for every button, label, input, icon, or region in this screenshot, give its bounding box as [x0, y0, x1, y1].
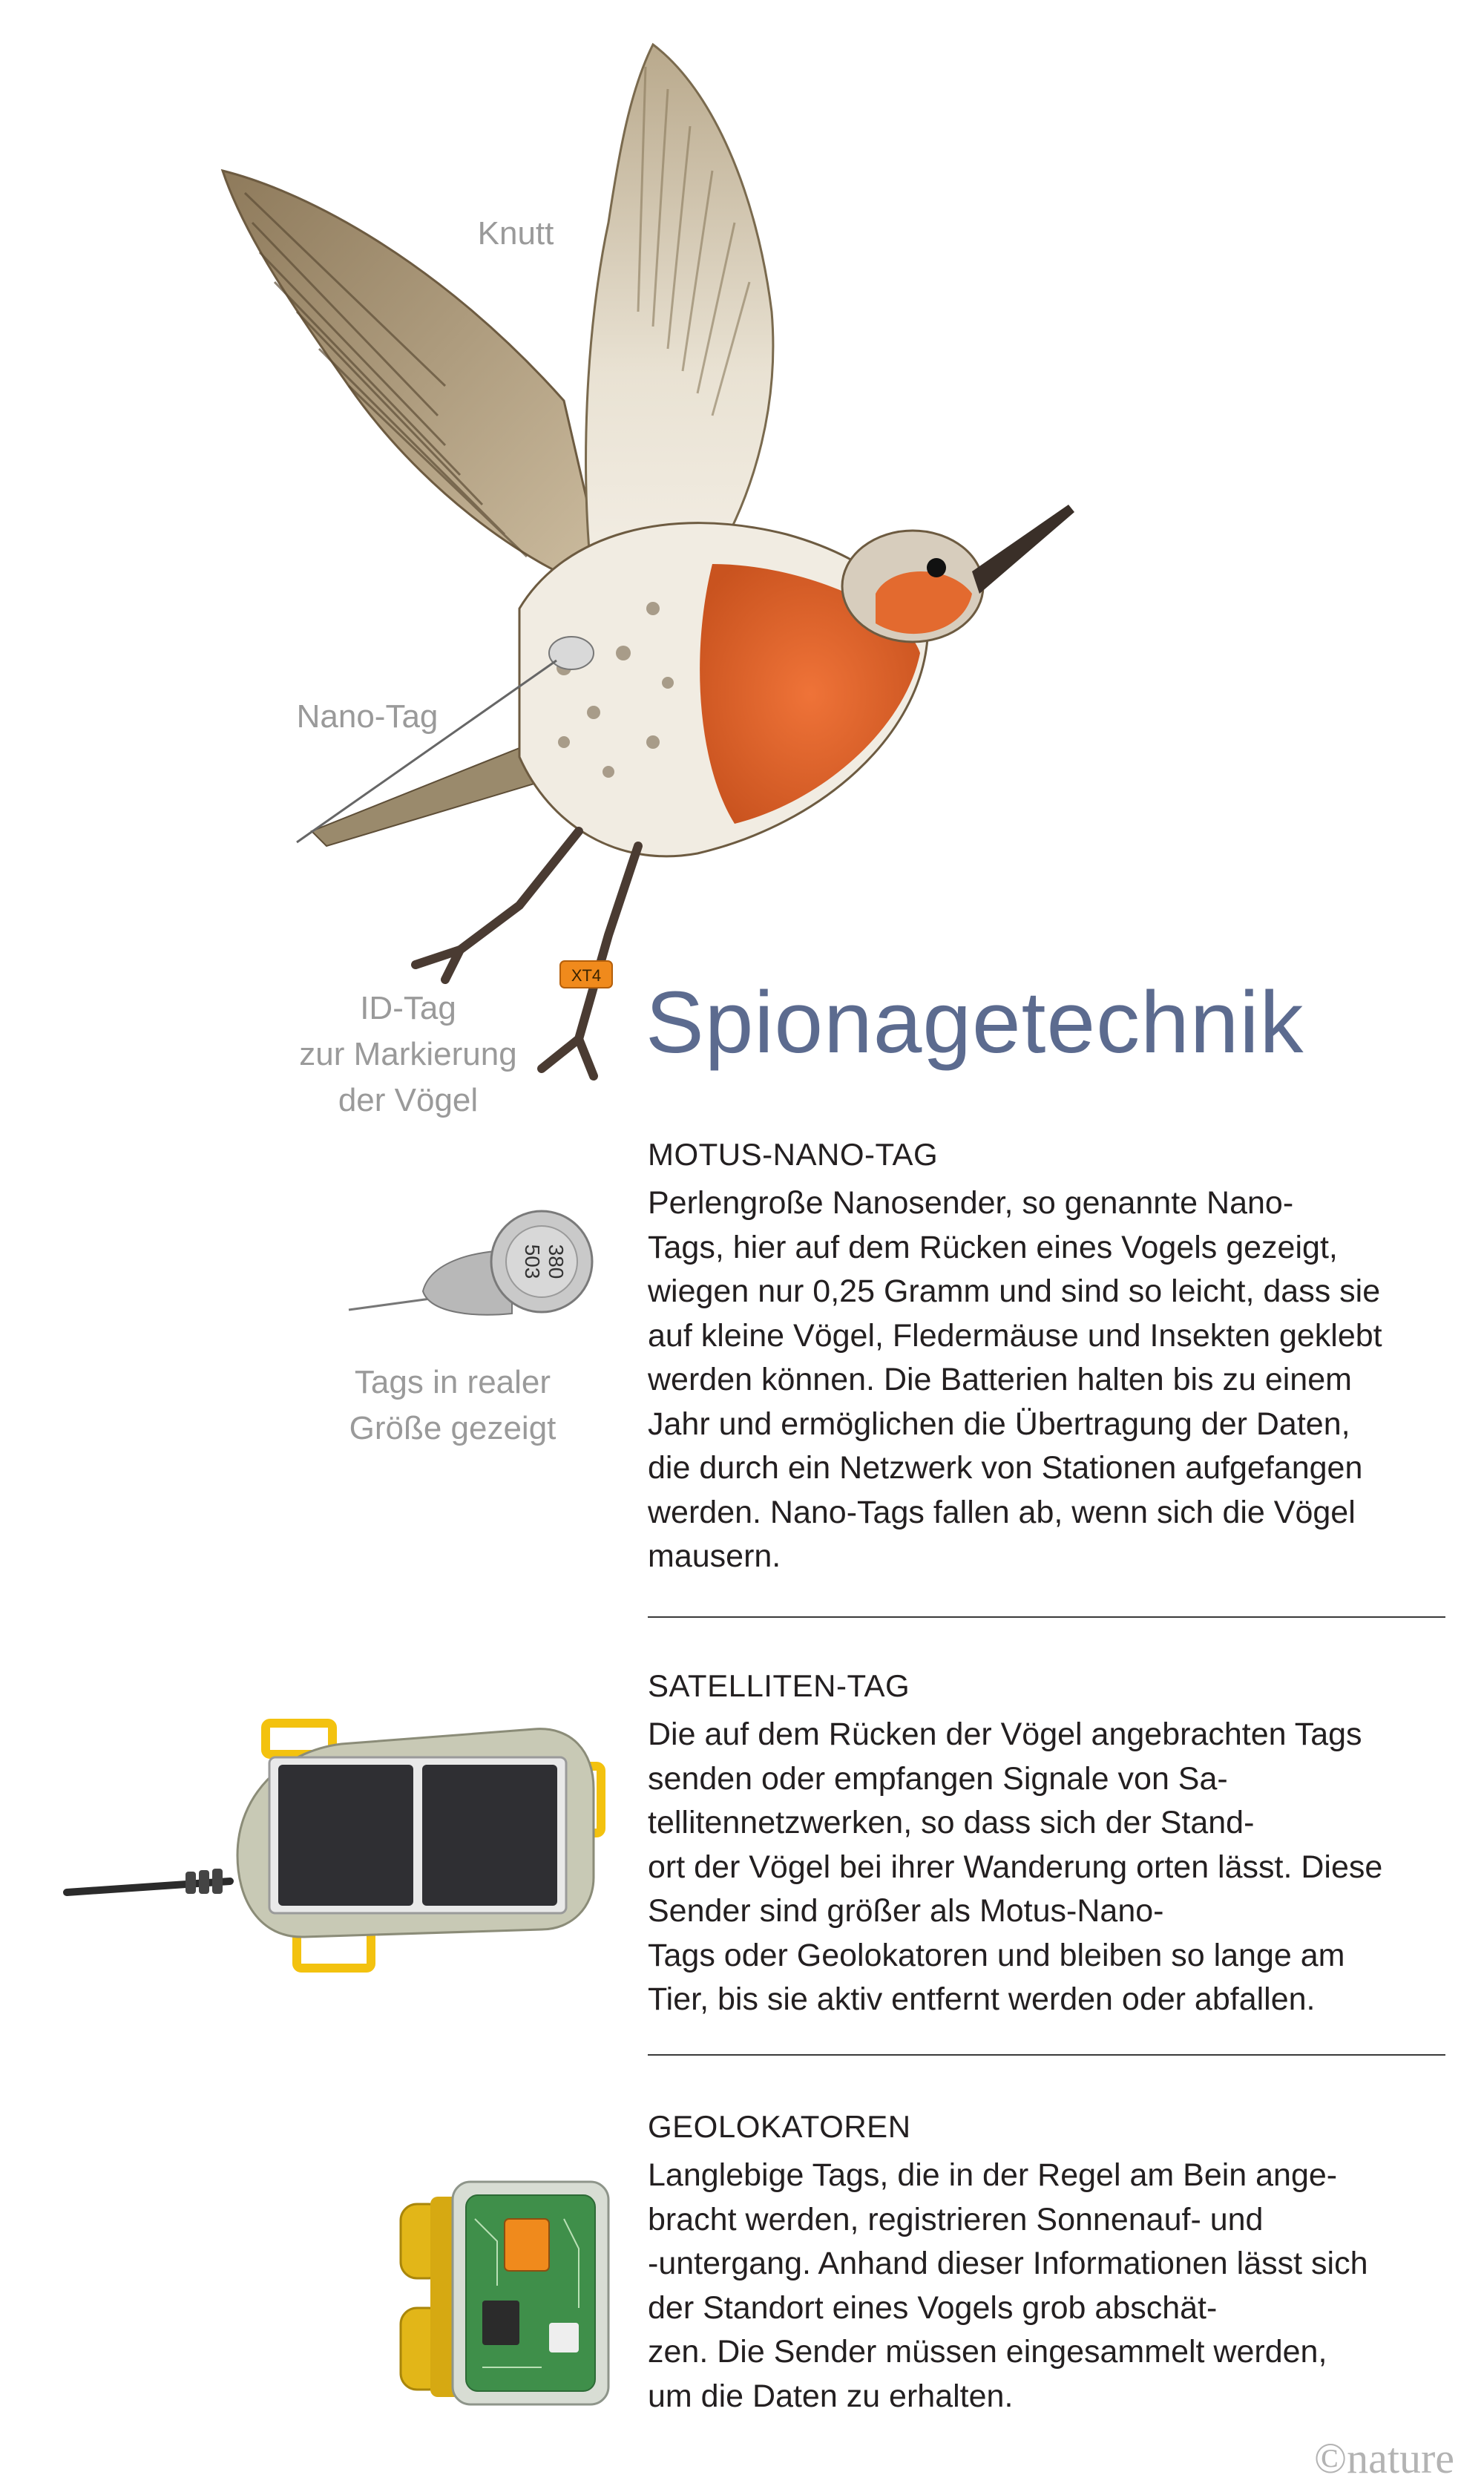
text-line: Tier, bis sie aktiv entfernt werden oder abfallen.: [648, 1981, 1316, 2017]
bird-label: Knutt: [477, 215, 554, 252]
nano-tag-code-1: 380: [545, 1244, 568, 1279]
text-line: mausern.: [648, 1538, 781, 1574]
section-divider: [648, 2054, 1445, 2056]
id-tag-label-line3: der Vögel: [338, 1082, 479, 1118]
real-size-note-line1: Tags in realer: [354, 1364, 551, 1400]
section-heading: SATELLITEN-TAG: [648, 1668, 910, 1703]
text-line: werden können. Die Batterien halten bis zu einem: [648, 1362, 1352, 1397]
geolocator-illustration: [393, 2174, 631, 2419]
text-line: zen. Die Sender müssen eingesammelt werden,: [648, 2334, 1327, 2370]
text-line: werden. Nano-Tags fallen ab, wenn sich die Vögel: [648, 1494, 1356, 1530]
section-heading: MOTUS-NANO-TAG: [648, 1137, 939, 1172]
text-line: -untergang. Anhand dieser Informationen lässt sich: [648, 2246, 1368, 2281]
section-body: [648, 2154, 1445, 2419]
nano-tag-code-2: 503: [521, 1244, 544, 1279]
id-tag-label-line2: zur Markierung: [299, 1036, 517, 1072]
section-divider: [648, 1616, 1445, 1618]
real-size-note: [319, 1360, 586, 1452]
section-satellite-tag: [648, 1668, 1445, 2022]
section-heading: GEOLOKATOREN: [648, 2109, 911, 2144]
nano-tag-label: Nano-Tag: [296, 698, 439, 735]
text-line: Jahr und ermöglichen die Übertragung der Daten,: [648, 1406, 1350, 1442]
nature-credit: ©nature: [1314, 2434, 1454, 2482]
text-line: ort der Vögel bei ihrer Wanderung orten lässt. Diese: [648, 1849, 1383, 1885]
text-line: Tags oder Geolokatoren und bleiben so lange am: [648, 1937, 1345, 1973]
section-geolocators: [648, 2109, 1445, 2419]
bird-head: [842, 505, 1074, 642]
text-line: Tags, hier auf dem Rücken eines Vogels gezeigt,: [648, 1229, 1338, 1265]
text-line: tellitennetzwerken, so dass sich der Stand-: [648, 1805, 1255, 1840]
red-knot-bird-illustration: [0, 0, 1113, 1113]
text-line: Perlengroße Nanosender, so genannte Nano-: [648, 1185, 1294, 1221]
text-line: Sender sind größer als Motus-Nano-: [648, 1893, 1164, 1929]
section-motus-nano-tag: [648, 1137, 1445, 1579]
real-size-note-line2: Größe gezeigt: [349, 1410, 556, 1446]
text-line: Die auf dem Rücken der Vögel angebrachten Tags: [648, 1716, 1362, 1752]
id-tag-ring-text: XT4: [571, 966, 602, 985]
text-line: bracht werden, registrieren Sonnenauf- und: [648, 2201, 1264, 2237]
text-line: senden oder empfangen Signale von Sa-: [648, 1760, 1228, 1797]
text-line: wiegen nur 0,25 Gramm und sind so leicht, dass sie: [648, 1273, 1381, 1309]
text-line: auf kleine Vögel, Fledermäuse und Insekten geklebt: [648, 1317, 1382, 1354]
id-tag-ring: [560, 961, 612, 988]
text-line: um die Daten zu erhalten.: [648, 2378, 1014, 2414]
id-tag-label-line1: ID-Tag: [360, 990, 456, 1026]
id-tag-label: [275, 986, 542, 1124]
bird-right-wing: [586, 45, 773, 594]
section-body: [648, 1181, 1445, 1579]
text-line: Langlebige Tags, die in der Regel am Bein ange-: [648, 2157, 1338, 2193]
nano-tag-illustration: [341, 1180, 608, 1328]
text-line: der Standort eines Vogels grob abschät-: [648, 2289, 1218, 2326]
text-line: die durch ein Netzwerk von Stationen aufgefangen: [648, 1450, 1363, 1486]
section-body: [648, 1713, 1445, 2022]
page-title: Spionagetechnik: [646, 974, 1304, 1072]
satellite-tag-illustration: [59, 1707, 638, 2004]
